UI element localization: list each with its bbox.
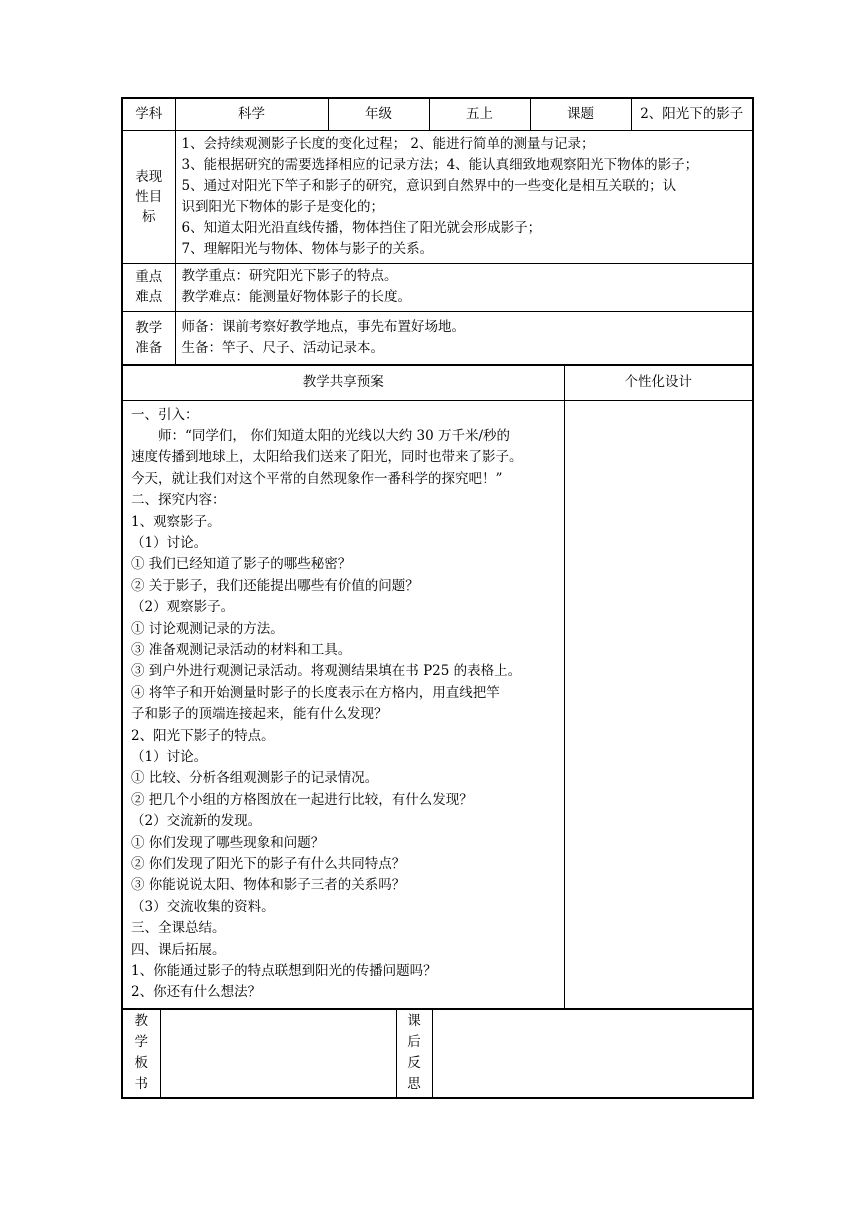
plan-line: ③ 你能说说太阳、物体和影子三者的关系吗？ [131,877,406,894]
plan-line: 师：“同学们， 你们知道太阳的光线以大约 30 万千米/秒的 [131,427,511,444]
plan-line: （2）观察影子。 [131,599,235,616]
lesson-plan-page [121,97,752,1099]
reflection-content [432,1010,753,1098]
goal-line: 7、理解阳光与物体、物体与影子的关系。 [181,240,434,257]
key-points-label: 重点 难点 [122,263,175,311]
plan-line: ① 比较、分析各组观测影子的记录情况。 [131,770,379,787]
goals-content [175,130,753,263]
goals-label: 表现 性目 标 [122,130,175,263]
lesson-info-table [121,97,754,366]
subject-value: 科学 [175,98,328,130]
preparation-line: 生备：竿子、尺子、活动记录本。 [181,339,384,356]
grade-value: 五上 [429,98,530,130]
plan-line: ① 我们已经知道了影子的哪些秘密？ [131,556,352,573]
plan-line: 三、全课总结。 [131,920,226,937]
key-point-line: 教学难点：能测量好物体影子的长度。 [181,289,411,305]
key-point-line: 教学重点：研究阳光下影子的特点。 [181,268,398,284]
personal-design-header: 个性化设计 [564,366,753,400]
plan-line: ② 把几个小组的方格图放在一起进行比较，有什么发现？ [131,791,473,808]
plan-line: 2、阳光下影子的特点。 [131,727,275,744]
shared-plan-header: 教学共享预案 [122,366,564,400]
plan-line: 今天，就让我们对这个平常的自然现象作一番科学的探究吧！” [131,470,503,487]
personal-design-content [564,400,753,1009]
plan-line: ② 关于影子，我们还能提出哪些有价值的问题？ [131,577,419,594]
shared-plan-content [122,400,564,1009]
footer-table [121,1010,754,1099]
plan-line: ④ 将竿子和开始测量时影子的长度表示在方格内，用直线把竿 [131,684,500,701]
goal-line: 5、通过对阳光下竿子和影子的研究，意识到自然界中的一些变化是相互关联的；认 [181,177,677,194]
grade-label: 年级 [328,98,429,130]
goal-line: 识到阳光下物体的影子是变化的； [181,198,384,215]
plan-line: 二、探究内容： [131,492,226,509]
plan-line: （1）讨论。 [131,534,208,551]
plan-line: ② 你们发现了阳光下的影子有什么共同特点？ [131,856,406,873]
goal-line: 6、知道太阳光沿直线传播，物体挡住了阳光就会形成影子； [181,219,542,236]
plan-line: 速度传播到地球上，太阳给我们送来了阳光，同时也带来了影子。 [131,449,523,466]
preparation-label: 教学 准备 [122,311,175,365]
plan-line: 子和影子的顶端连接起来，能有什么发现？ [131,706,388,723]
plan-table [121,366,754,1010]
plan-line: 2、你还有什么想法？ [131,984,262,1001]
preparation-content [175,311,753,365]
plan-line: 1、你能通过影子的特点联想到阳光的传播问题吗？ [131,963,437,980]
plan-line: ① 讨论观测记录的方法。 [131,620,284,637]
plan-line: （2）交流新的发现。 [131,813,262,830]
plan-line: （3）交流收集的资料。 [131,898,275,915]
topic-label: 课题 [530,98,631,130]
board-label: 教 学 板 书 [122,1010,160,1098]
key-points-content [175,263,753,311]
topic-value: 2、阳光下的影子 [631,98,753,130]
goal-line: 1、会持续观测影子长度的变化过程； 2、能进行简单的测量与记录； [181,135,595,152]
goal-line: 3、能根据研究的需要选择相应的记录方法；4、能认真细致地观察阳光下物体的影子； [181,156,699,173]
plan-line: 1、观察影子。 [131,513,221,530]
plan-line: ③ 到户外进行观测记录活动。将观测结果填在书 P25 的表格上。 [131,663,522,680]
board-content [160,1010,396,1098]
preparation-line: 师备：课前考察好教学地点，事先布置好场地。 [181,318,465,335]
reflection-label: 课 后 反 思 [396,1010,432,1098]
plan-line: （1）讨论。 [131,749,208,765]
plan-line: ③ 准备观测记录活动的材料和工具。 [131,641,352,658]
plan-line: 四、课后拓展。 [131,941,226,958]
plan-line: ① 你们发现了哪些现象和问题？ [131,834,325,851]
plan-line: 一、引入： [131,406,199,423]
subject-label: 学科 [122,98,175,130]
